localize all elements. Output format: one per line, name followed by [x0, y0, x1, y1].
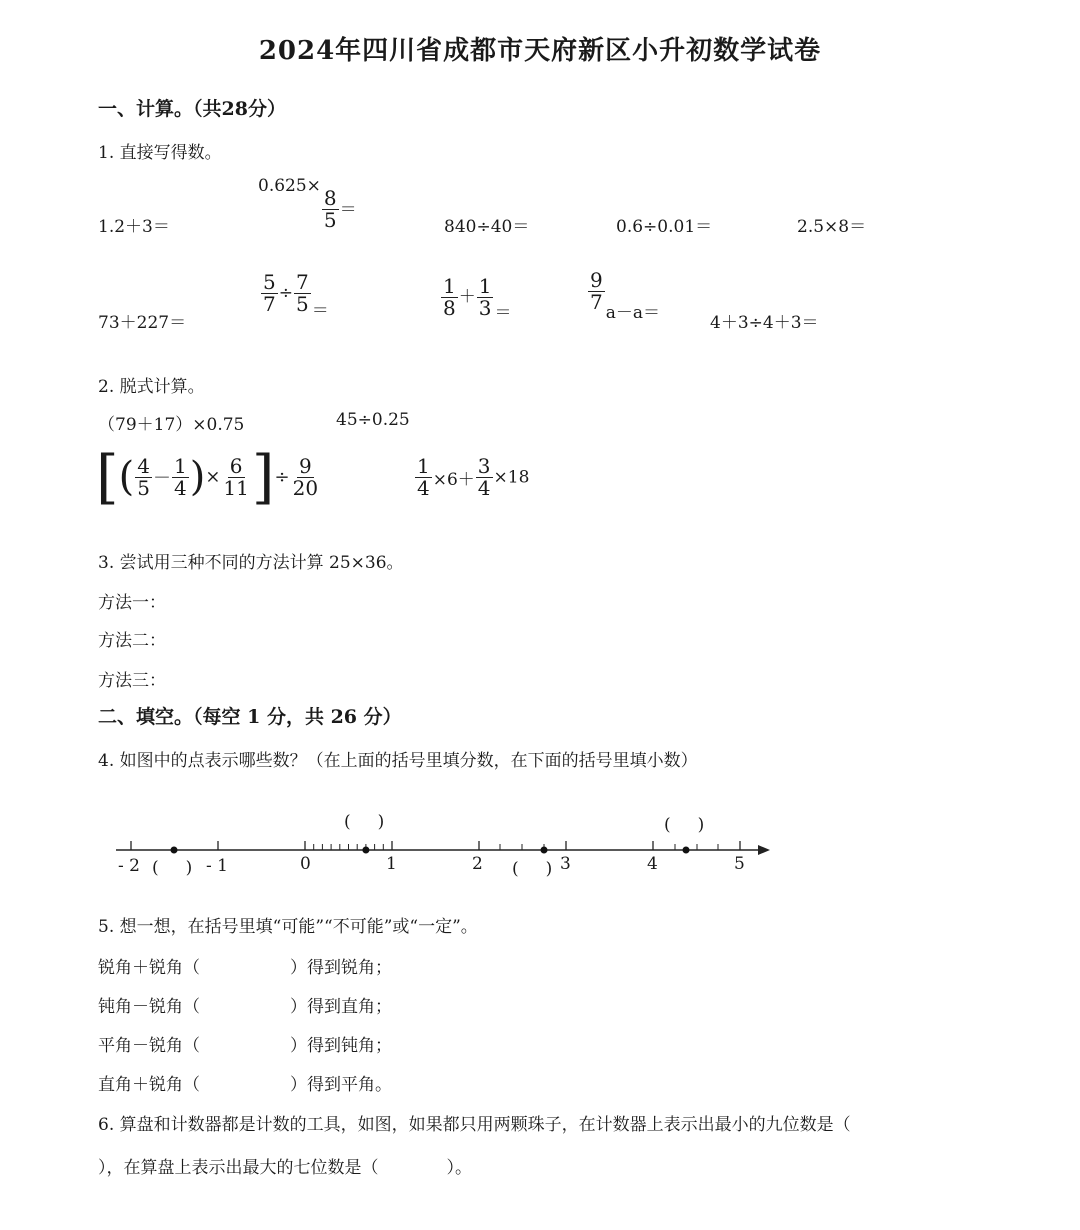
equals: ＝ [311, 301, 329, 321]
method-2-label: 方法二： [98, 631, 166, 651]
left-bracket: [ [96, 443, 119, 511]
denominator: 5 [295, 292, 309, 316]
q2-d-end: ×18 [493, 467, 530, 488]
denominator: 7 [263, 292, 276, 316]
numerator: 6 [229, 453, 243, 478]
method-1-label: 方法一： [98, 593, 166, 613]
equals: ＝ [494, 303, 512, 323]
q2-item-a: （79＋17）×0.75 [98, 415, 245, 435]
question-6-line-2: ），在算盘上表示出最大的七位数是（ ）。 [98, 1158, 472, 1178]
q1-item-f: 73＋227＝ [98, 313, 187, 333]
question-3-label: 3. 尝试用三种不同的方法计算 25×36。 [98, 553, 404, 573]
minor-ticks [314, 844, 718, 850]
tick-label: 1 [386, 854, 397, 874]
q5-row-right: ）得到钝角； [290, 1036, 392, 1056]
q2-item-c [96, 443, 321, 511]
q1-item-a: 1.2＋3＝ [98, 217, 170, 237]
question-4-label: 4. 如图中的点表示哪些数？（在上面的括号里填分数，在下面的括号里填小数） [98, 751, 698, 771]
q1-b-prefix: 0.625× [258, 176, 321, 196]
numerator: 5 [263, 270, 276, 294]
right-bracket: ] [251, 443, 275, 511]
fraction [441, 276, 458, 319]
method-3-label: 方法三： [98, 671, 166, 691]
denominator: 5 [323, 208, 337, 232]
q5-row [98, 1070, 200, 1095]
point-a [171, 847, 178, 854]
denominator: 4 [417, 476, 430, 500]
denominator: 5 [137, 475, 150, 500]
tick-label: 2 [472, 854, 483, 874]
fraction [415, 456, 432, 499]
denominator: 4 [173, 475, 187, 500]
operator: × [205, 466, 221, 488]
denominator: 11 [223, 475, 249, 500]
q5-row-left: 锐角＋锐角（ [98, 958, 200, 978]
tick-label: 0 [300, 854, 311, 874]
denominator: 7 [590, 290, 603, 314]
q1-item-i [587, 270, 660, 323]
numerator: 4 [137, 453, 150, 478]
q5-row [98, 992, 200, 1017]
q1-item-j: 4＋3÷4＋3＝ [710, 313, 819, 333]
point-b [362, 847, 369, 854]
q5-row [98, 953, 200, 978]
denominator: 20 [292, 475, 319, 500]
answer-paren-lower: ( ) [152, 858, 193, 878]
section-1-heading: 一、计算。（共28分） [98, 98, 286, 120]
fraction [135, 453, 152, 500]
q1-item-h [440, 276, 511, 323]
section-2-heading: 二、填空。（每空 1 分，共 26 分） [98, 706, 402, 728]
question-1-label: 1. 直接写得数。 [98, 143, 222, 163]
q2-item-b: 45÷0.25 [336, 410, 410, 430]
q1-item-c: 840÷40＝ [444, 217, 530, 237]
q5-row-right: ）得到平角。 [290, 1075, 392, 1095]
numerator: 1 [443, 274, 456, 298]
operator: ＋ [458, 287, 476, 307]
denominator: 8 [443, 296, 456, 320]
q1-i-rest: a－a＝ [605, 303, 661, 323]
q1-item-e: 2.5×8＝ [797, 217, 867, 237]
q5-row-left: 平角－锐角（ [98, 1036, 200, 1056]
q1-item-d: 0.6÷0.01＝ [616, 217, 713, 237]
question-5-label: 5. 想一想，在括号里填“可能”“不可能”或“一定”。 [98, 917, 478, 937]
numerator: 1 [478, 274, 492, 298]
q1-item-b [258, 176, 357, 231]
q1-item-g [260, 272, 329, 321]
fraction [294, 272, 311, 315]
left-paren: ( [118, 454, 135, 500]
q5-row-left: 直角＋锐角（ [98, 1075, 200, 1095]
number-line-figure [110, 805, 780, 885]
numerator: 8 [323, 186, 337, 210]
numerator: 3 [477, 454, 491, 478]
numerator: 9 [590, 268, 603, 292]
point-d [683, 847, 690, 854]
numerator: 9 [298, 453, 312, 478]
fraction [261, 272, 278, 315]
denominator: 3 [478, 296, 492, 320]
operator: ÷ [274, 466, 290, 488]
fraction [322, 188, 339, 231]
q5-row [98, 1031, 200, 1056]
tick-label: 5 [734, 854, 745, 874]
tick-label: 3 [560, 854, 571, 874]
fraction [291, 453, 320, 500]
answer-paren-upper: ( ) [664, 815, 705, 835]
q2-item-d [414, 456, 529, 499]
fraction [221, 453, 250, 500]
right-paren: ) [189, 454, 206, 500]
tick-label: - 2 [118, 856, 140, 876]
denominator: 4 [477, 476, 491, 500]
numerator: 7 [295, 270, 309, 294]
point-c [541, 847, 548, 854]
fraction [172, 453, 189, 500]
fraction [476, 456, 493, 499]
question-6-line-1: 6. 算盘和计数器都是计数的工具，如图，如果都只用两颗珠子，在计数器上表示出最小的九位数是（ [98, 1115, 851, 1135]
answer-paren-upper: ( ) [344, 812, 385, 832]
equals: ＝ [339, 200, 357, 220]
fraction [477, 276, 494, 319]
numerator: 1 [417, 454, 430, 478]
tick-label: - 1 [206, 856, 228, 876]
arrow-head [758, 845, 770, 855]
q5-row-right: ）得到锐角； [290, 958, 392, 978]
operator: － [152, 468, 171, 489]
question-2-label: 2. 脱式计算。 [98, 377, 205, 397]
operator: ÷ [278, 283, 293, 303]
major-ticks [131, 841, 740, 850]
q5-row-left: 钝角－锐角（ [98, 997, 200, 1017]
answer-paren-lower: ( ) [512, 859, 553, 879]
fraction [588, 270, 605, 313]
numerator: 1 [173, 453, 187, 478]
q5-row-right: ）得到直角； [290, 997, 392, 1017]
q2-d-mid: ×6＋ [432, 470, 475, 490]
tick-label: 4 [647, 854, 658, 874]
page-title: 2024年四川省成都市天府新区小升初数学试卷 [258, 36, 822, 66]
